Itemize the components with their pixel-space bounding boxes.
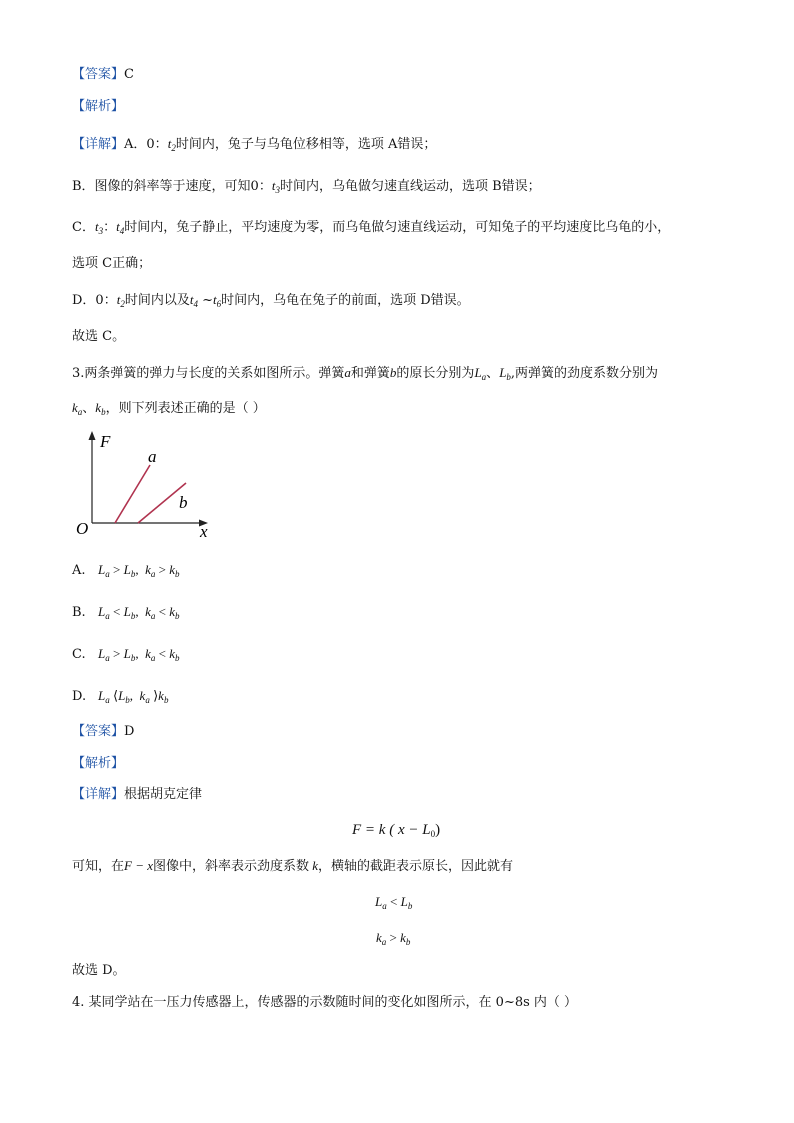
- detail-tag: 【详解】: [72, 137, 125, 152]
- q2-analysis-tag: 【解析】: [72, 99, 125, 114]
- inequality-stiffness: $k_a > k_b$: [376, 930, 411, 947]
- y-axis: [89, 431, 96, 523]
- q3-stem-cont: $k_a$、$k_b$，则下列表述正确的是（ ）: [72, 400, 266, 417]
- line-b-label: b: [179, 493, 188, 512]
- option-b[interactable]: B. $L_a < L_b$, $k_a < k_b$: [72, 604, 180, 621]
- var-t3: $t_3$: [271, 178, 280, 195]
- line-a: [115, 465, 150, 523]
- q3-conclusion: 故选 D。: [72, 963, 126, 978]
- q2-option-c-analysis-cont: 选项 C正确；: [72, 256, 152, 271]
- q2-option-a-analysis: 【详解】A．0：$t_2$时间内，兔子与乌龟位移相等，选项 A错误；: [72, 136, 437, 153]
- hooke-law-formula: F = k ( $x - L_0$): [352, 822, 441, 839]
- q3-detail: 【详解】根据胡克定律: [72, 787, 203, 802]
- q2-option-d-analysis: D．0：$t_2$时间内以及$t_4$ $\sim t_6$时间内，乌龟在兔子的前面，选项 D错误。: [72, 292, 470, 309]
- spring-force-length-graph: [70, 428, 220, 543]
- q2-option-c-analysis: C．$t_3$：$t_4$时间内，兔子静止，平均速度为零，而乌龟做匀速直线运动，可知兔子的平均速度比乌龟的小，: [72, 219, 671, 236]
- q3-analysis-tag: 【解析】: [72, 756, 125, 771]
- inequality-length: $L_a < L_b$: [375, 894, 413, 911]
- var-t2: $t_2$: [167, 136, 176, 153]
- detail-tag: 【详解】: [72, 787, 125, 802]
- var-t4: $t_4$: [116, 219, 125, 236]
- q3-explanation: 可知，在F − x图像中，斜率表示劲度系数 k，横轴的截距表示原长，因此就有: [72, 858, 514, 874]
- x-axis: [92, 520, 208, 527]
- var-t3: $t_3$: [94, 219, 104, 236]
- answer-value: C: [124, 67, 134, 82]
- q4-stem: 4. 某同学站在一压力传感器上，传感器的示数随时间的变化如图所示，在 0~8s 内（ ）: [72, 995, 578, 1010]
- answer-value: D: [124, 724, 135, 739]
- option-c[interactable]: C. $L_a > L_b$, $k_a < k_b$: [72, 646, 180, 663]
- option-d[interactable]: D. $L_a$ $⟨L_b$, $k_a$ $⟩k_b$: [72, 688, 169, 705]
- origin-label: O: [76, 519, 89, 538]
- line-a-label: a: [148, 447, 157, 466]
- q2-conclusion: 故选 C。: [72, 329, 126, 344]
- q3-stem: 3.两条弹簧的弹力与长度的关系如图所示。弹簧a和弹簧b的原长分别为$L_a$、$L_b$,两弹簧的劲度系数分别为: [72, 365, 659, 382]
- answer-tag: 【答案】: [72, 724, 125, 739]
- q2-answer-line: [72, 66, 134, 84]
- x-axis-label: x: [200, 522, 208, 541]
- y-axis-label: F: [100, 432, 111, 451]
- answer-tag: 【答案】: [72, 67, 125, 82]
- q3-answer-line: [72, 723, 134, 741]
- q2-option-b-analysis: B．图像的斜率等于速度，可知0：$t_3$时间内，乌龟做匀速直线运动，选项 B错误；: [72, 178, 541, 195]
- option-a[interactable]: A. $L_a > L_b$, $k_a > k_b$: [72, 562, 180, 579]
